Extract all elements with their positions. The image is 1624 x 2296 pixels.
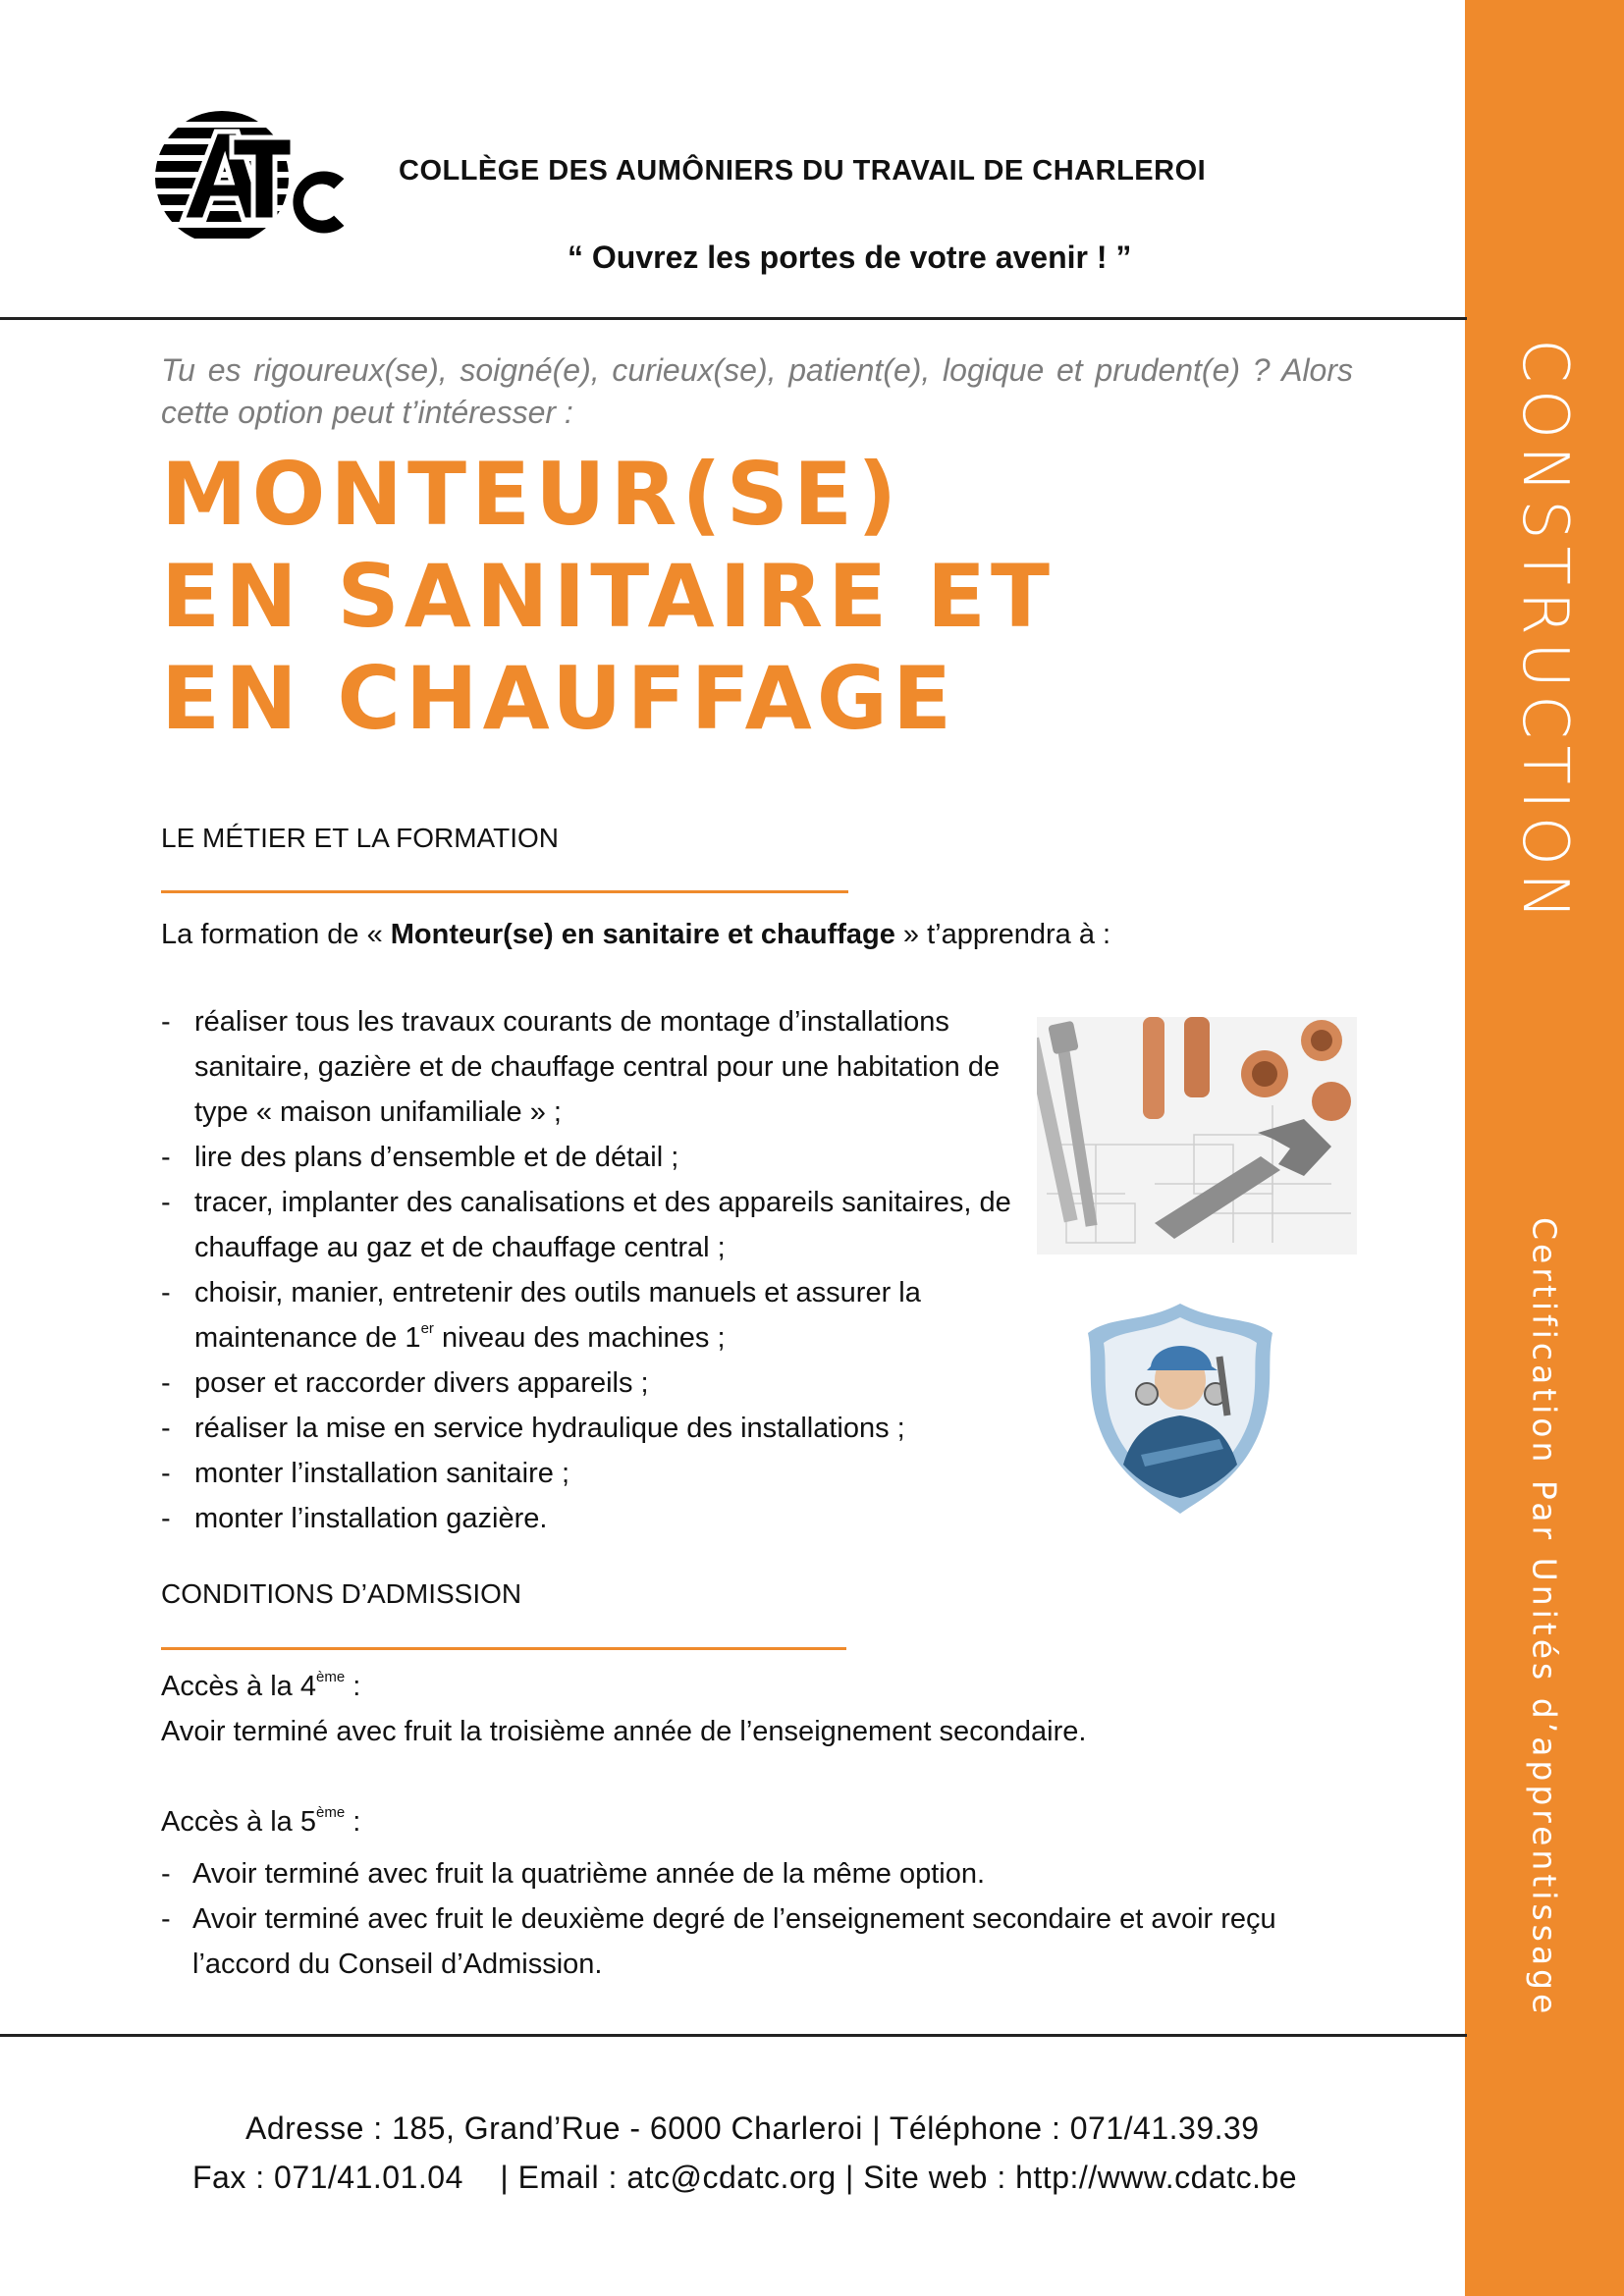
list-item: - Avoir terminé avec fruit le deuxième degré de l’enseignement secondaire et avoir reçu l’accord du Conseil d’Admission. (161, 1896, 1339, 1987)
list-item: - poser et raccorder divers appareils ; (161, 1361, 1025, 1406)
list-item: - monter l’installation sanitaire ; (161, 1451, 1025, 1496)
title-line-3: EN CHAUFFAGE (161, 648, 957, 749)
list-item: - monter l’installation gazière. (161, 1496, 1025, 1541)
footer-divider (0, 2034, 1467, 2037)
list-item: - choisir, manier, entretenir des outils manuels et assurer la maintenance de 1er niveau des machines ; (161, 1270, 1025, 1361)
skills-list (161, 999, 1025, 1541)
college-name: COLLÈGE DES AUMÔNIERS DU TRAVAIL DE CHARLEROI (399, 155, 1207, 187)
page-title (161, 444, 1055, 750)
plumber-badge-icon (1078, 1298, 1282, 1520)
access-4-text: Avoir terminé avec fruit la troisième année de l’enseignement secondaire. (161, 1716, 1087, 1747)
access-4-label: Accès à la 4ème : (161, 1669, 361, 1702)
list-item: - Avoir terminé avec fruit la quatrième année de la même option. (161, 1851, 1339, 1896)
access-5-list (161, 1851, 1339, 1987)
access-5-label: Accès à la 5ème : (161, 1804, 361, 1838)
sidebar (1465, 0, 1624, 2296)
title-line-1: MONTEUR(SE) (161, 444, 902, 545)
formation-name: Monteur(se) en sanitaire et chauffage (390, 919, 895, 950)
intro-text: Tu es rigoureux(se), soigné(e), curieux(se), patient(e), logique et prudent(e) ? Alors cette option peut t’intéresser : (161, 352, 1353, 430)
list-item: - réaliser la mise en service hydraulique des installations ; (161, 1406, 1025, 1451)
list-item: - tracer, implanter des canalisations et des appareils sanitaires, de chauffage au gaz et de chauffage central ; (161, 1180, 1025, 1270)
motto: “ Ouvrez les portes de votre avenir ! ” (568, 240, 1132, 275)
footer-contact: Fax : 071/41.01.04 | Email : atc@cdatc.org | Site web : http://www.cdatc.be (192, 2160, 1298, 2195)
sidebar-category-label: CONSTRUCTION (1508, 339, 1581, 927)
header-divider (0, 317, 1467, 320)
plumbing-tools-photo (1037, 1017, 1357, 1255)
footer-address: Adresse : 185, Grand’Rue - 6000 Charleroi | Téléphone : 071/41.39.39 (245, 2110, 1260, 2146)
title-line-2: EN SANITAIRE ET (161, 546, 1055, 647)
section-heading-metier: LE MÉTIER ET LA FORMATION (161, 823, 560, 853)
atc-logo (155, 104, 353, 251)
formation-lead: La formation de « Monteur(se) en sanitaire et chauffage » t’apprendra à : (161, 919, 1111, 950)
list-item: - réaliser tous les travaux courants de montage d’installations sanitaire, gazière et de chauffage central pour une habitation de type « maison unifamiliale » ; (161, 999, 1025, 1135)
section-rule (161, 890, 848, 893)
list-item: - lire des plans d’ensemble et de détail ; (161, 1135, 1025, 1180)
section-rule (161, 1647, 846, 1650)
section-heading-admission: CONDITIONS D’ADMISSION (161, 1578, 522, 1609)
sidebar-certification-label: Certification Par Unités d’apprentissage (1525, 1217, 1564, 2018)
